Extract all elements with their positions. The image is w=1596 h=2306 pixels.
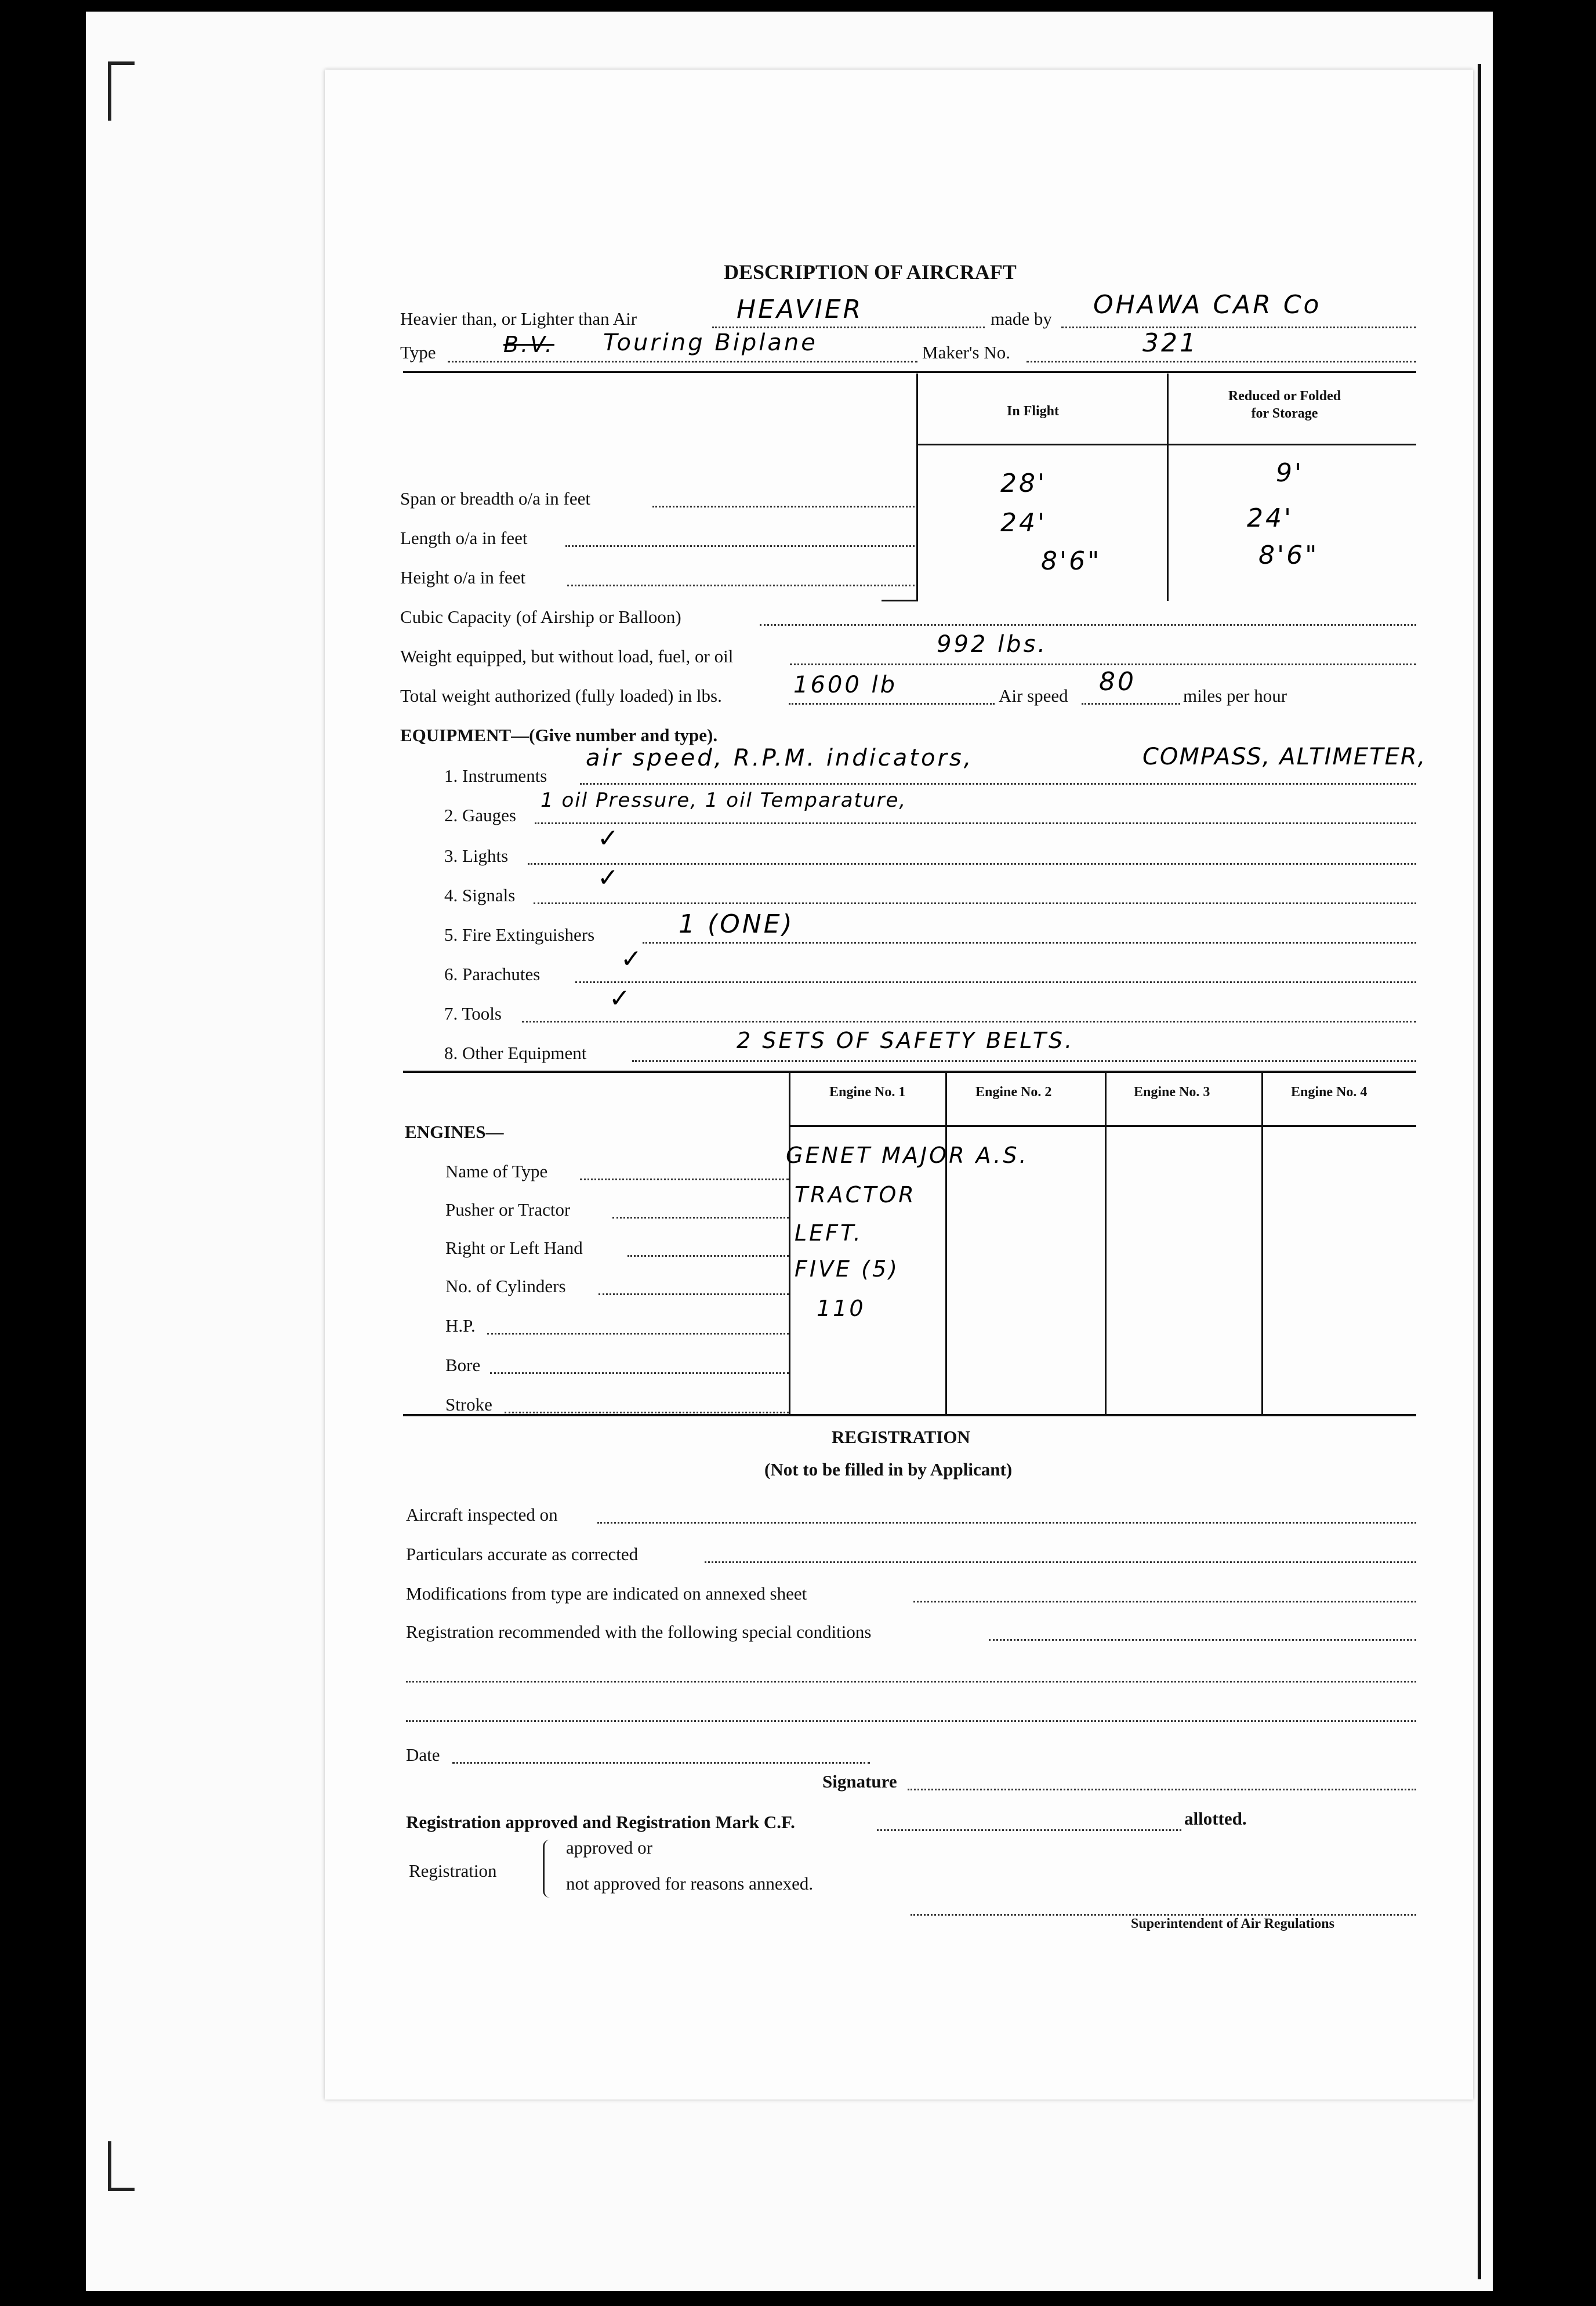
span-label: Span or breadth o/a in feet (400, 488, 590, 509)
span-storage: 9' (1276, 458, 1304, 488)
equip-1-dots (580, 783, 1416, 785)
length-storage: 24' (1247, 503, 1294, 533)
equip-5-label: 5. Fire Extinguishers (444, 924, 595, 945)
weight-label: Weight equipped, but without load, fuel, or oil (400, 646, 734, 666)
equip-3-dots (528, 863, 1416, 865)
crop-mark-bottom-left (108, 2141, 135, 2191)
height-storage: 8'6" (1258, 541, 1319, 570)
heavier-label: Heavier than, or Lighter than Air (400, 309, 637, 329)
eng-row-3-dots (627, 1255, 789, 1257)
makers-no-dots (1026, 361, 1416, 362)
span-dots (652, 506, 915, 507)
col-divider-2 (1167, 374, 1169, 601)
approved-mark-dots (877, 1829, 1181, 1831)
cubic-label: Cubic Capacity (of Airship or Balloon) (400, 607, 681, 627)
rule-top (403, 371, 1416, 373)
registration-label: Registration (409, 1861, 497, 1881)
airspeed-dots (1082, 703, 1180, 705)
made-by-dots (1061, 327, 1416, 328)
made-by-value: OHAWA CAR Co (1093, 290, 1322, 320)
equip-6-label: 6. Parachutes (444, 964, 541, 984)
height-label: Height o/a in feet (400, 567, 526, 588)
superintendent-label: Superintendent of Air Regulations (1131, 1916, 1334, 1931)
equip-5-value: 1 (ONE) (679, 909, 795, 939)
length-label: Length o/a in feet (400, 528, 528, 548)
registration-subheading: (Not to be filled in by Applicant) (764, 1459, 1013, 1480)
approved-or-label: approved or (566, 1837, 652, 1858)
right-edge-line (1478, 64, 1481, 2279)
equip-8-dots (632, 1060, 1416, 1062)
eng-col-1 (789, 1073, 790, 1415)
eng-row-2-dots (612, 1217, 789, 1219)
eng-row-3-label: Right or Left Hand (445, 1238, 583, 1258)
eng-row-5-e1: 110 (817, 1296, 866, 1321)
height-dots (567, 585, 915, 586)
bracket-foot (882, 600, 918, 601)
length-flight: 24' (1000, 508, 1047, 538)
equip-7-value: ✓ (609, 984, 633, 1013)
makers-no-label: Maker's No. (922, 342, 1010, 362)
span-flight: 28' (1000, 469, 1047, 498)
allotted-label: allotted. (1184, 1808, 1247, 1829)
eng-col-2-head: Engine No. 2 (975, 1085, 1052, 1100)
registration-brace (543, 1840, 553, 1898)
equip-7-label: 7. Tools (444, 1003, 502, 1024)
type-dots (448, 361, 917, 362)
eng-row-2-e1: TRACTOR (795, 1182, 916, 1208)
eng-row-3-e1: LEFT. (795, 1220, 863, 1246)
signature-label: Signature (822, 1771, 897, 1792)
eng-row-2-label: Pusher or Tractor (445, 1199, 571, 1220)
recommended-dots-3 (406, 1720, 1416, 1722)
engines-top-rule (403, 1071, 1416, 1073)
eng-row-5-dots (487, 1333, 789, 1335)
signature-dots (908, 1789, 1416, 1790)
superintendent-dots (911, 1914, 1416, 1916)
equip-4-dots (534, 902, 1416, 904)
date-label: Date (406, 1745, 440, 1765)
eng-col-3 (1105, 1073, 1107, 1415)
eng-header-rule (790, 1125, 1416, 1127)
equip-5-dots (643, 942, 1416, 944)
eng-row-4-label: No. of Cylinders (445, 1276, 566, 1296)
equip-6-value: ✓ (621, 944, 644, 974)
heavier-dots (712, 327, 985, 328)
recommended-label: Registration recommended with the following special conditions (406, 1622, 872, 1642)
date-dots (452, 1762, 870, 1764)
equip-8-value: 2 SETS OF SAFETY BELTS. (737, 1028, 1075, 1053)
total-value: 1600 lb (793, 672, 898, 698)
not-approved-label: not approved for reasons annexed. (566, 1873, 814, 1894)
makers-no-value: 321 (1142, 328, 1198, 358)
modifications-dots (913, 1601, 1416, 1602)
inspected-label: Aircraft inspected on (406, 1504, 558, 1525)
equip-3-value: ✓ (597, 824, 621, 853)
equip-4-label: 4. Signals (444, 885, 516, 905)
equip-1-label: 1. Instruments (444, 766, 547, 786)
accurate-dots (705, 1561, 1416, 1563)
equip-2-dots (535, 822, 1416, 824)
eng-col-2 (945, 1073, 947, 1415)
weight-dots (790, 663, 1416, 665)
recommended-dots-2 (406, 1681, 1416, 1683)
inspected-dots (597, 1522, 1416, 1524)
equip-6-dots (575, 981, 1416, 983)
eng-col-3-head: Engine No. 3 (1134, 1085, 1210, 1100)
equipment-heading: EQUIPMENT—(Give number and type). (400, 725, 718, 745)
length-dots (565, 545, 915, 547)
eng-row-6-dots (490, 1372, 789, 1374)
col-divider-1 (916, 374, 918, 601)
equip-1-value2: COMPASS, ALTIMETER, (1142, 744, 1427, 770)
type-struck: B.V. (503, 332, 554, 357)
eng-col-1-head: Engine No. 1 (829, 1085, 906, 1100)
approved-mark-label: Registration approved and Registration Mark C.F. (406, 1812, 795, 1832)
equip-2-label: 2. Gauges (444, 805, 516, 825)
eng-row-4-dots (598, 1293, 789, 1295)
airspeed-label: Air speed (999, 686, 1068, 706)
type-label: Type (400, 342, 436, 362)
weight-value: 992 lbs. (937, 631, 1048, 658)
total-dots (789, 703, 995, 705)
equip-4-value: ✓ (597, 863, 621, 893)
equip-7-dots (522, 1021, 1416, 1023)
total-label: Total weight authorized (fully loaded) in lbs. (400, 686, 722, 706)
eng-col-4 (1261, 1073, 1263, 1415)
crop-mark-top-left (108, 61, 135, 121)
eng-row-7-label: Stroke (445, 1394, 492, 1415)
mph-label: miles per hour (1183, 686, 1287, 706)
form-title: DESCRIPTION OF AIRCRAFT (724, 260, 1017, 284)
heavier-value: HEAVIER (737, 295, 864, 324)
eng-row-1-dots (580, 1179, 789, 1180)
equip-2-value: 1 oil Pressure, 1 oil Temparature, (541, 789, 907, 812)
height-flight: 8'6" (1041, 546, 1102, 576)
equip-1-value: air speed, R.P.M. indicators, (586, 745, 974, 771)
col-reduced: Reduced or Folded for Storage (1228, 389, 1341, 421)
eng-row-6-label: Bore (445, 1355, 481, 1375)
engines-bottom-rule (403, 1414, 1416, 1416)
registration-heading: REGISTRATION (832, 1427, 970, 1447)
eng-row-4-e1: FIVE (5) (795, 1256, 899, 1282)
equip-3-label: 3. Lights (444, 846, 509, 866)
accurate-label: Particulars accurate as corrected (406, 1544, 639, 1564)
eng-row-7-dots (505, 1412, 789, 1413)
eng-row-1-e1: GENET MAJOR A.S. (786, 1143, 1029, 1168)
col-in-flight: In Flight (1007, 404, 1060, 419)
header-underline (918, 444, 1416, 445)
engines-heading: ENGINES— (405, 1122, 504, 1142)
eng-col-4-head: Engine No. 4 (1291, 1085, 1368, 1100)
recommended-dots (989, 1639, 1416, 1641)
eng-row-5-label: H.P. (445, 1315, 476, 1336)
cubic-dots (760, 624, 1416, 626)
airspeed-value: 80 (1099, 667, 1136, 697)
eng-row-1-label: Name of Type (445, 1161, 548, 1181)
made-by-label: made by (991, 309, 1052, 329)
modifications-label: Modifications from type are indicated on annexed sheet (406, 1583, 807, 1604)
type-value: Touring Biplane (603, 329, 818, 356)
equip-8-label: 8. Other Equipment (444, 1043, 587, 1063)
